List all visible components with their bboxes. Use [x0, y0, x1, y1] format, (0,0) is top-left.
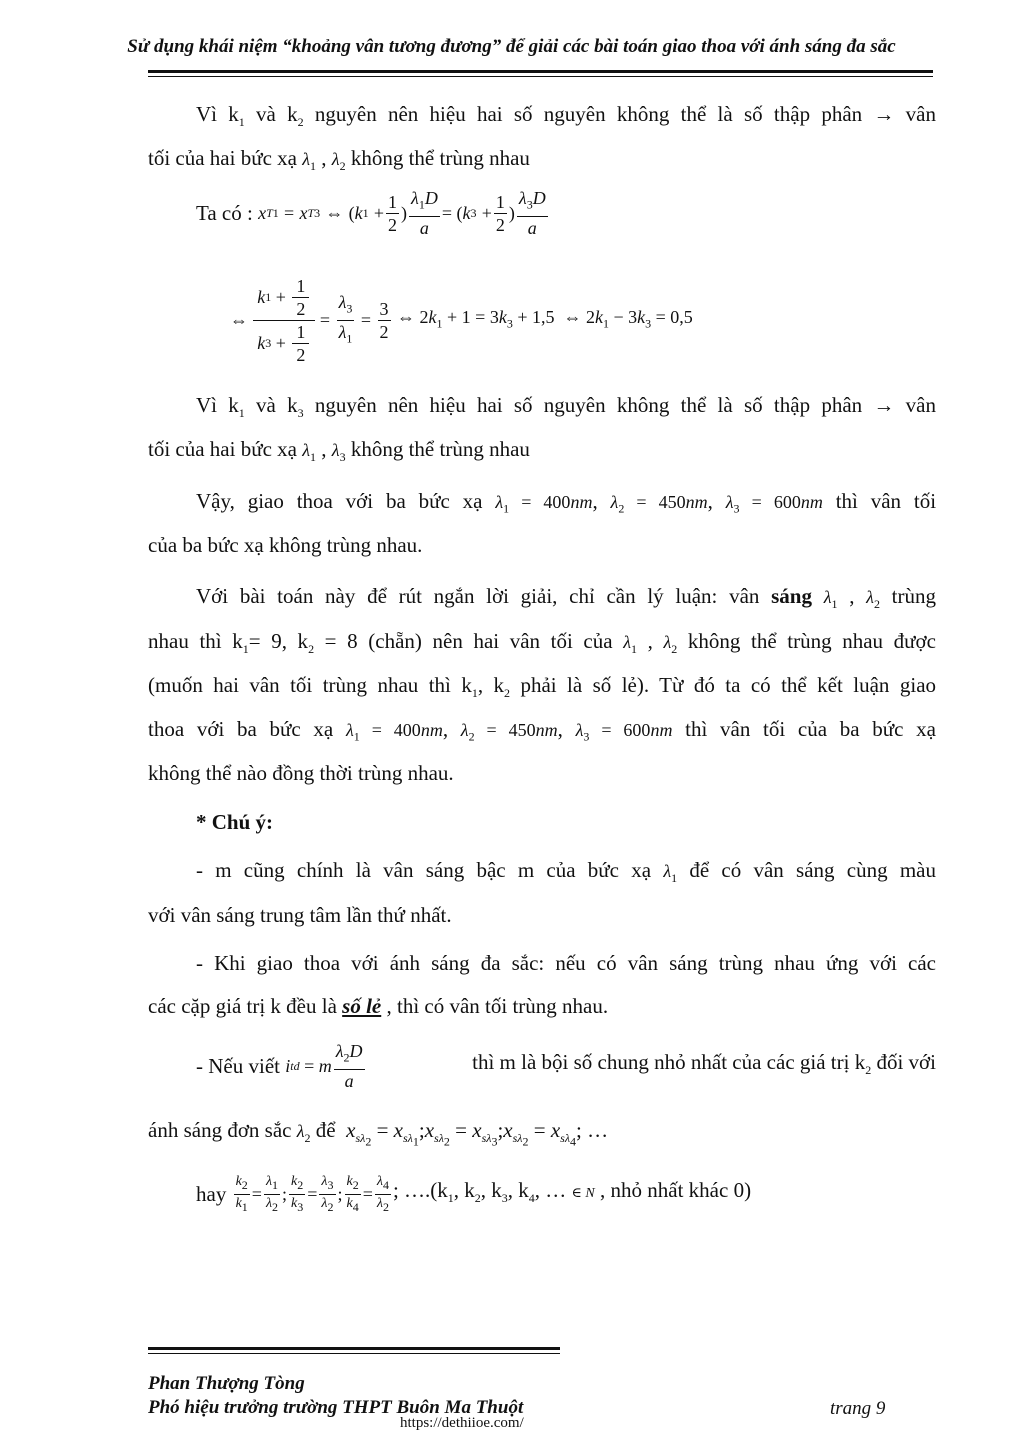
- note-2-line-2: các cặp giá trị k đều là số lẻ , thì có vân tối trùng nhau.: [148, 994, 609, 1018]
- footer-rule-thick: [148, 1347, 560, 1350]
- paragraph-4-line-2: nhau thì $k_1= 9$, $k_2 = 8$ (chẵn) nên hai vân tối của $\lambda_1$ , $\lambda_2$ không thể trùng nhau được: [148, 629, 936, 657]
- header-rule-thick: [148, 70, 933, 73]
- note-title: * Chú ý:: [196, 810, 274, 834]
- footer-position: Phó hiệu trưởng trường THPT Buôn Ma Thuột: [148, 1397, 524, 1418]
- equation-xt1-xt3: Ta có : x T1 = x T3 ⇔ ( k 1 + $\frac{1}{2}$ ) $\frac{\lambda_1D}{a}$ = ( k 3 + $\frac{1}{2}$ ) $\frac{\lambda_3D}{a}$: [196, 188, 546, 238]
- footer-author: Phan Thượng Tòng: [148, 1373, 305, 1394]
- paragraph-3-line-1: Vậy, giao thoa với ba bức xạ $\lambda_1 = 400nm$, $\lambda_2 = 450nm$, $\lambda_3 = 600nm$ thì vân tối: [196, 489, 937, 516]
- paragraph-4-line-5: không thể nào đồng thời trùng nhau.: [148, 761, 454, 785]
- paragraph-2-line-2: tối của hai bức xạ $\lambda_1$ , $\lambda_3$ không thể trùng nhau: [148, 437, 530, 465]
- paragraph-4-line-3: (muốn hai vân tối trùng nhau thì $k_1$, $k_2$ phải là số lẻ). Từ đó ta có thể kết luận giao: [148, 673, 937, 701]
- paragraph-3-line-2: của ba bức xạ không trùng nhau.: [148, 533, 423, 557]
- note-1-line-2: với vân sáng trung tâm lần thứ nhất.: [148, 903, 452, 927]
- paragraph-1-line-2: tối của hai bức xạ $\lambda_1$ , $\lambda_2$ không thể trùng nhau: [148, 146, 530, 174]
- note-3-line-2: ánh sáng đơn sắc $\lambda_2$ để $x_{s\lambda_2}$ = $x_{s\lambda_1};x_{s\lambda_2}$ = $x_{s\lambda_3};x_{s\lambda_2} = x_{s\lambda_4}$; …: [148, 1118, 609, 1149]
- header-rule-thin: [148, 76, 933, 77]
- footer-url: https://dethiioe.com/: [400, 1415, 524, 1431]
- note-3-ratio-line: hay $\frac{k_2}{k_1}$ = $\frac{\lambda_1}{\lambda_2}$ ; $\frac{k_2}{k_3}$ = $\frac{\lambda_3}{\lambda_2}$ ; $\frac{k_2}{k_4}$ = $\frac{\lambda_4}{\lambda_2}$ ; $\dots.(k_1$, $k_2$, $k_3$, $k_4$, … ∈ N , nhỏ nhất khác 0): [196, 1173, 752, 1214]
- paragraph-1-line-1: Vì $k_1$ và $k_2$ nguyên nên hiệu hai số nguyên không thể là số thập phân → vân: [196, 102, 936, 130]
- emphasis-odd-number: số lẻ: [342, 994, 382, 1018]
- page-header: Sử dụng khái niệm “khoảng vân tương đương” để giải các bài toán giao thoa với ánh sáng đa sắc: [127, 36, 896, 57]
- footer-rule-thin: [148, 1353, 560, 1354]
- paragraph-4-line-4: thoa với ba bức xạ $\lambda_1 = 400nm$, $\lambda_2 = 450nm$, $\lambda_3 = 600nm$ thì vân tối của ba bức xạ: [148, 717, 936, 744]
- page-number: trang 9: [830, 1398, 886, 1419]
- note-1-line-1: - m cũng chính là vân sáng bậc m của bức xạ $\lambda_1$ để có vân sáng cùng màu: [196, 858, 936, 886]
- paragraph-4-line-1: Với bài toán này để rút ngắn lời giải, chỉ cần lý luận: vân sáng $\lambda_1$ , $\lambda_2$ trùng: [196, 584, 937, 612]
- note-3-line-1: - Nếu viết i td = m $\frac{\lambda_2D}{a}$ thì m là bội số chung nhỏ nhất của các giá trị $k_2$ đối với: [196, 1041, 936, 1091]
- note-2-line-1: - Khi giao thoa với ánh sáng đa sắc: nếu có vân sáng trùng nhau ứng với các: [196, 951, 936, 975]
- equation-compound-fraction: ⇔ k 1 + $\frac{1}{2}$ k 3 + $\frac{1}{2}$ = $\frac{\lambda_3}{\lambda_1}$ = $\frac{3}{2}$ ⇔ $2k_1 + 1 = 3k_3 + 1,5$ ⇔ $2k_1 - 3k_3 = 0,5$: [230, 275, 693, 365]
- paragraph-2-line-1: Vì $k_1$ và $k_3$ nguyên nên hiệu hai số nguyên không thể là số thập phân → vân: [196, 393, 936, 421]
- taco-label: Ta có :: [196, 201, 253, 225]
